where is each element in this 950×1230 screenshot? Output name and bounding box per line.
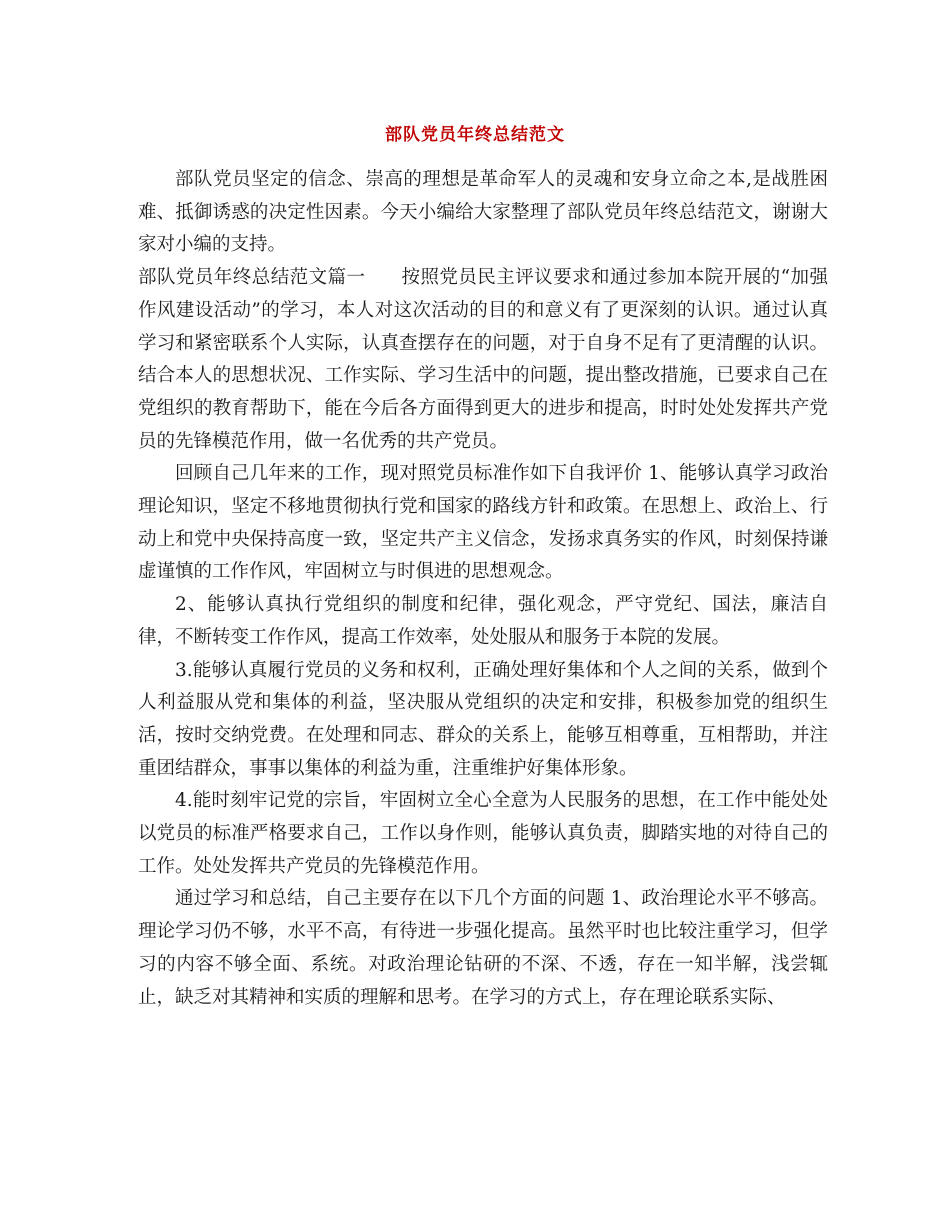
paragraph-point-4: 4.能时刻牢记党的宗旨，牢固树立全心全意为人民服务的思想，在工作中能处处以党员的标准严格要求自己，工作以身作则，能够认真负责，脚踏实地的对待自己的工作。处处发挥共产党员的先锋模范作用。 (138, 790, 828, 877)
section-heading: 部队党员年终总结范文篇一 (138, 267, 366, 289)
intro-paragraph: 部队党员坚定的信念、崇高的理想是革命军人的灵魂和安身立命之本,是战胜困难、抵御诱惑的决定性因素。今天小编给大家整理了部队党员年终总结范文，谢谢大家对小编的支持。 (138, 169, 828, 256)
paragraph-point-2: 2、能够认真执行党组织的制度和纪律，强化观念，严守党纪、国法，廉洁自律，不断转变工作作风，提高工作效率，处处服从和服务于本院的发展。 (138, 594, 828, 648)
document-body (138, 164, 828, 1014)
document-title: 部队党员年终总结范文 (385, 125, 565, 145)
section-paragraph (138, 262, 828, 458)
paragraph-point-3: 3.能够认真履行党员的义务和权利，正确处理好集体和个人之间的关系，做到个人利益服从党和集体的利益，坚决服从党组织的决定和安排，积极参加党的组织生活，按时交纳党费。在处理和同志、群众的关系上，能够互相尊重，互相帮助，并注重团结群众，事事以集体的利益为重，注重维护好集体形象。 (138, 659, 828, 779)
section-first-paragraph: 按照党员民主评议要求和通过参加本院开展的“加强作风建设活动”的学习，本人对这次活动的目的和意义有了更深刻的认识。通过认真学习和紧密联系个人实际，认真查摆存在的问题，对于自身不足有了更清醒的认识。结合本人的思想状况、工作实际、学习生活中的问题，提出整改措施，已要求自己在党组织的教育帮助下，能在今后各方面得到更大的进步和提高，时时处处发挥共产党员的先锋模范作用，做一名优秀的共产党员。 (138, 267, 828, 452)
paragraph-self-evaluation: 回顾自己几年来的工作，现对照党员标准作如下自我评价 1、能够认真学习政治理论知识，坚定不移地贯彻执行党和国家的路线方针和政策。在思想上、政治上、行动上和党中央保持高度一致，坚定共产主义信念，发扬求真务实的作风，时刻保持谦虚谨慎的工作作风，牢固树立与时俱进的思想观念。 (138, 463, 828, 583)
paragraph-problems: 通过学习和总结，自己主要存在以下几个方面的问题 1、政治理论水平不够高。理论学习仍不够，水平不高，有待进一步强化提高。虽然平时也比较注重学习，但学习的内容不够全面、系统。对政治理论钻研的不深、不透，存在一知半解，浅尝辄止，缺乏对其精神和实质的理解和思考。在学习的方式上，存在理论联系实际、 (138, 888, 828, 1008)
